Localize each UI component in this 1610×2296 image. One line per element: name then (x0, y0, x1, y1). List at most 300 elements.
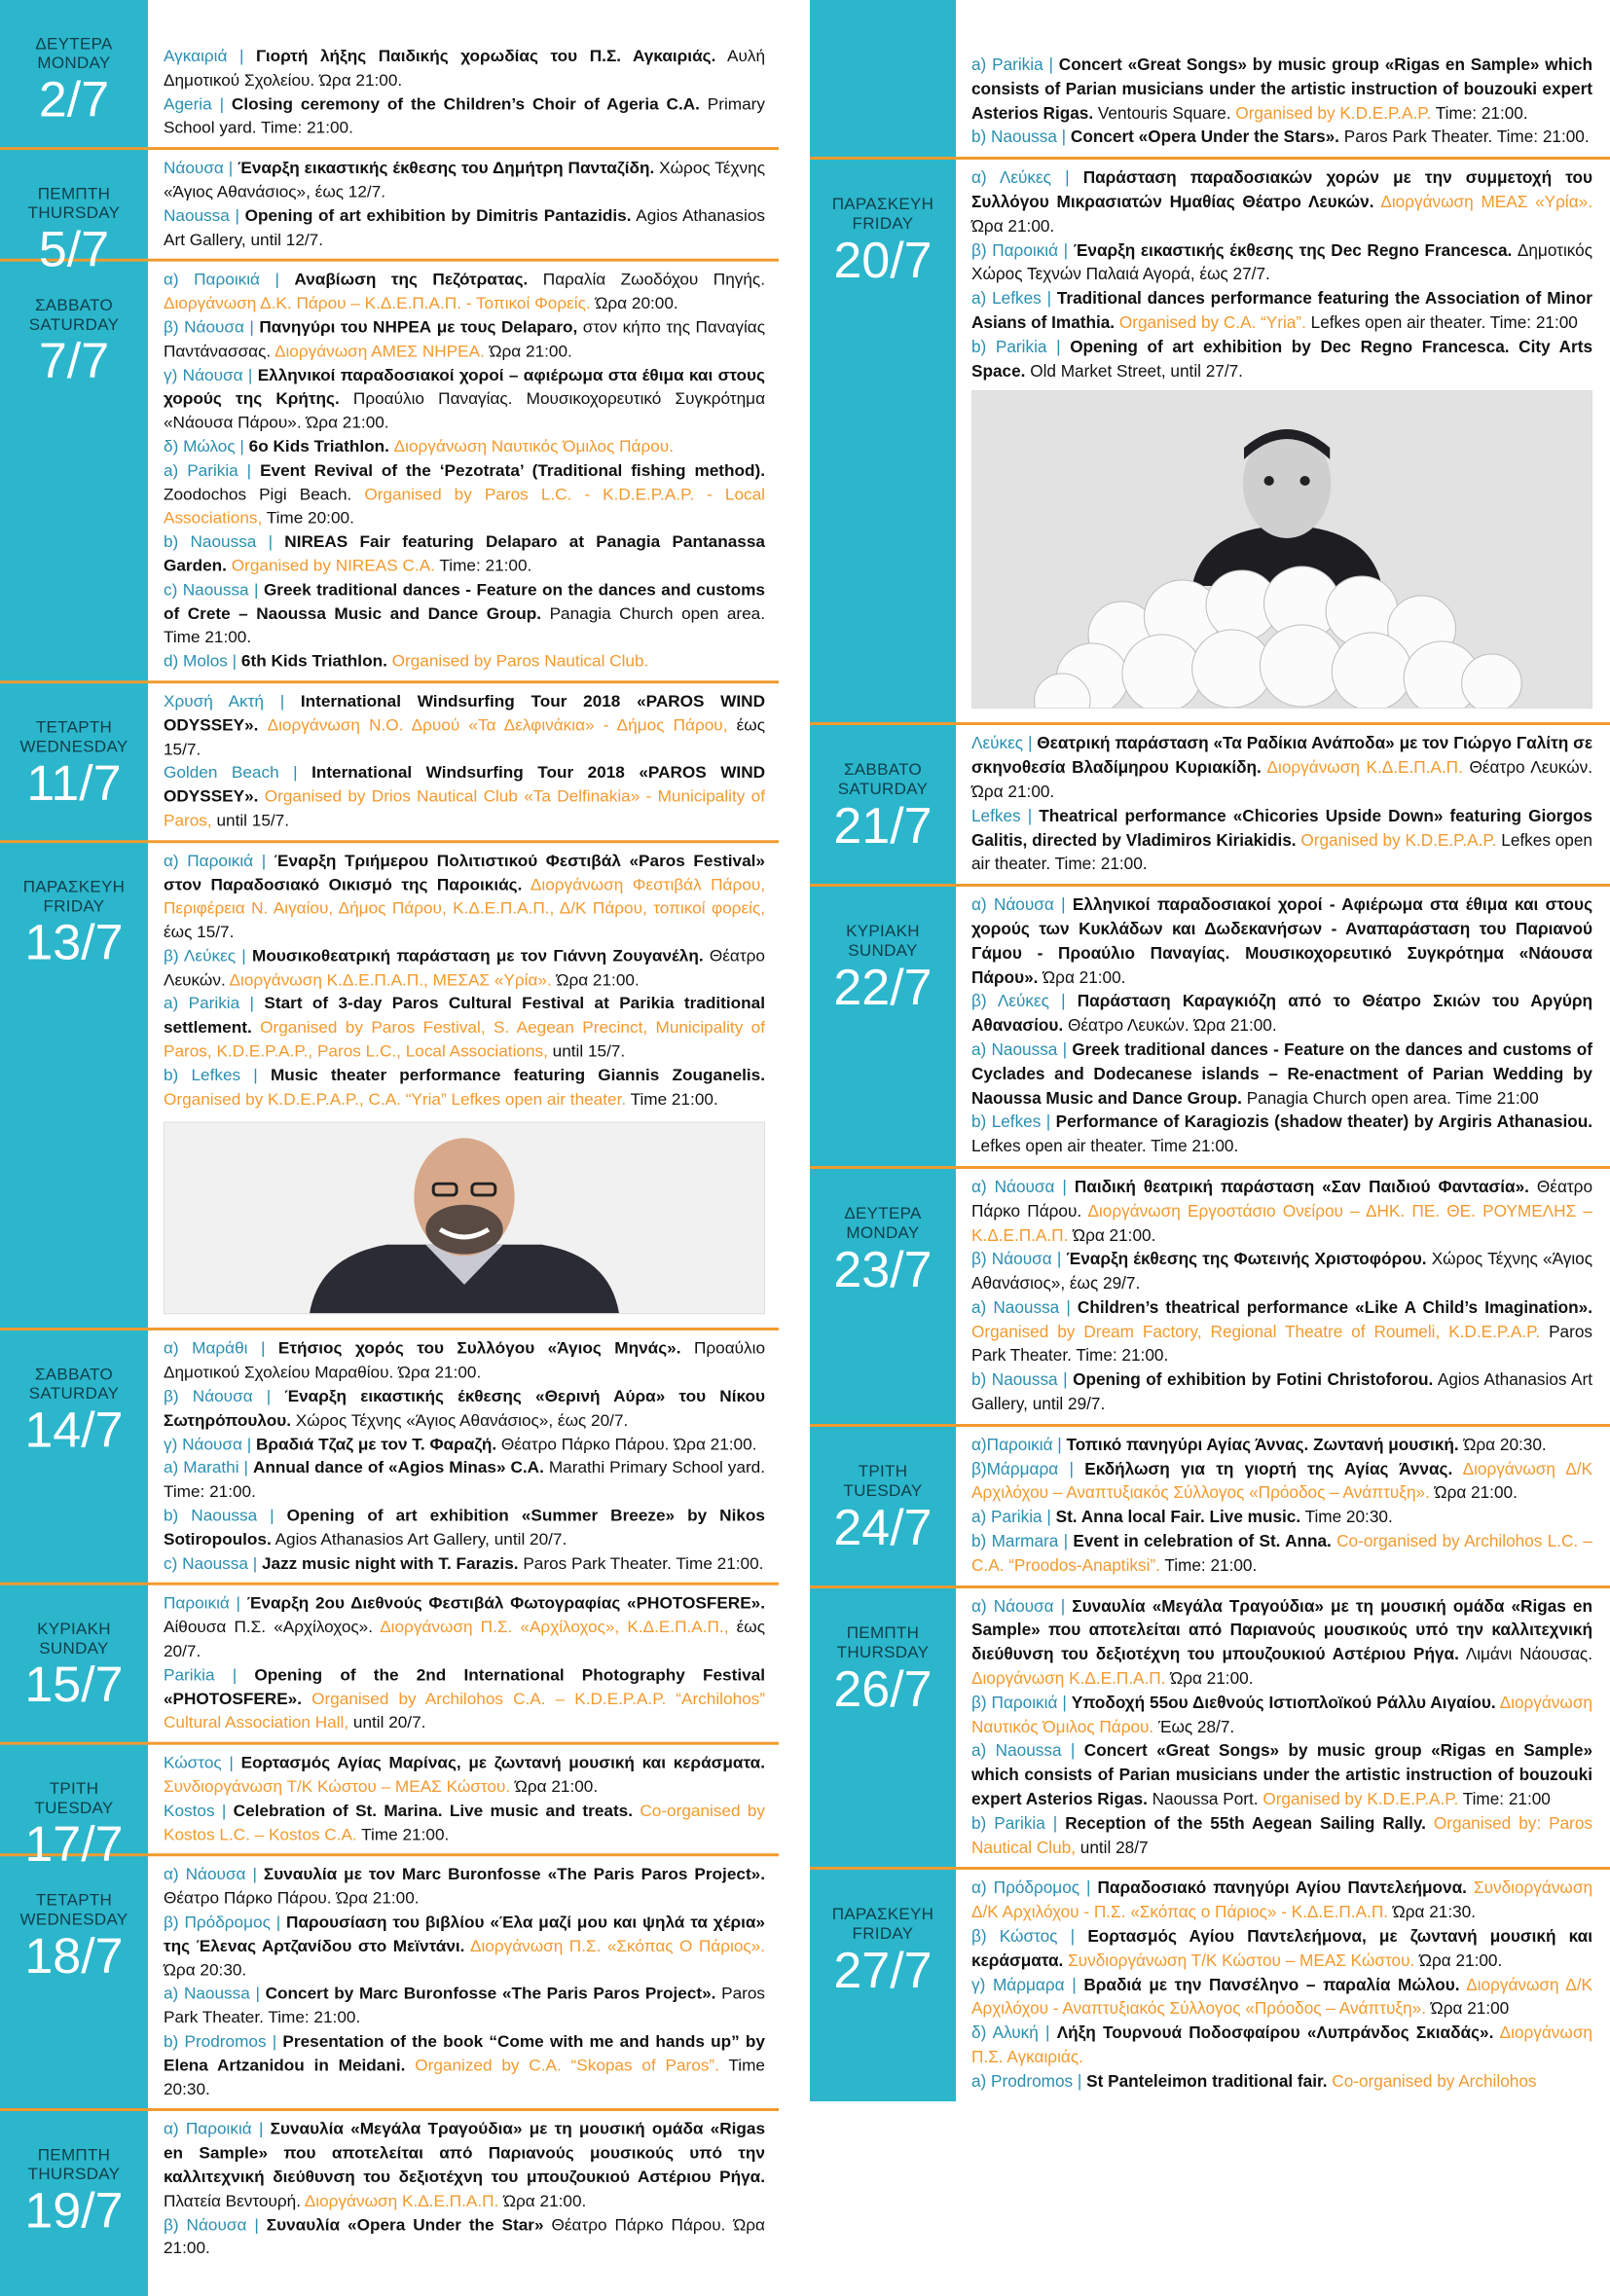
event-details: Old Market Street, until 27/7. (1025, 360, 1243, 381)
event-location: γ) Μάρμαρα (971, 1974, 1065, 1994)
event-location: Χρυσή Ακτή (164, 691, 264, 711)
event-time: έως 15/7. (164, 922, 235, 942)
day-name-greek: ΚΥΡΙΑΚΗ (846, 922, 920, 941)
event-title: Theatrical performance «Chicories Upside Down» featuring Giorgos Galitis, directed by Vladimiros Kiriakidis. (971, 805, 1592, 850)
day-date: 13/7 (24, 914, 124, 971)
event-location: β) Πρόδρομος (164, 1912, 271, 1932)
event-title: Concert «Great Songs» by music group «Rigas en Sample» which consists of Parian musicians under the artistic instruction of bouzouki expert Asterios Rigas. (971, 55, 1593, 123)
separator: | (1064, 1974, 1084, 1994)
event-line (164, 2117, 765, 2212)
event-details (405, 2055, 415, 2074)
event-title: Μουσικοθεατρική παράσταση με τον Γιάννη Ζουγανέλη. (252, 945, 704, 966)
event-title: Event Revival of the ‘Pezotrata’ (Traditional fishing method). (260, 459, 766, 480)
event-text (971, 47, 1592, 157)
event-title: 6ο Kids Triathlon. (248, 436, 389, 456)
event-time: Ώρα 21:00. (498, 2190, 587, 2210)
day-date: 19/7 (24, 2183, 124, 2240)
event-title: International Windsurfing Tour 2018 «PAROS WIND ODYSSEY». (164, 762, 766, 806)
separator: | (221, 1752, 241, 1772)
day-entry (0, 1857, 779, 2112)
separator: | (214, 1664, 255, 1685)
day-label (0, 35, 148, 128)
event-line (164, 1751, 765, 1799)
event-text (164, 2111, 765, 2268)
event-details: Χώρος Τέχνης «Άγιος Αθανάσιος», έως 20/7. (291, 1409, 629, 1430)
event-location: a) Naoussa (971, 1740, 1062, 1761)
event-location: b) Lefkes (971, 1112, 1042, 1132)
event-organiser: Διοργάνωση Π.Σ. «Σκόπας Ο Πάριος». (469, 1936, 766, 1955)
event-location: a) Parikia (164, 993, 240, 1013)
event-location: α) Πρόδρομος (971, 1877, 1080, 1898)
event-location: b) Parikia (971, 1812, 1045, 1833)
day-date: 20/7 (833, 233, 933, 290)
event-title: Υποδοχή 55ου Διεθνούς Ιστιοπλοϊκού Ράλλυ Αιγαίου. (1071, 1692, 1496, 1712)
event-time: Time: 21:00. (1159, 1554, 1258, 1575)
day-entry (0, 262, 779, 683)
separator: | (1057, 1369, 1074, 1390)
event-location: γ) Νάουσα (164, 364, 243, 384)
day-name-greek: ΚΥΡΙΑΚΗ (37, 1620, 111, 1639)
event-organiser: Διοργάνωση Κ.Δ.Ε.Π.Α.Π. (304, 2190, 499, 2210)
event-line (164, 1982, 765, 2029)
event-location: β) Νάουσα (971, 1249, 1052, 1269)
event-line (971, 1110, 1592, 1158)
separator: | (253, 850, 274, 870)
event-title: Συναυλία «Μεγάλα Τραγούδια» με τη μουσική ομάδα «Rigas en Sample» που αποτελείται από Παριανούς μουσικούς υπό την καλλιτεχνική διεύθυνση του δεξιοτέχνη του μπουζουκιού Αστέριου Ρήγα. (164, 2119, 766, 2186)
separator: | (1057, 1692, 1072, 1712)
event-organiser: Συνδιοργάνωση Τ/Κ Κώστου – ΜΕΑΣ Κώστου. (164, 1776, 511, 1797)
event-line (164, 1336, 765, 1384)
separator: | (1053, 894, 1073, 915)
event-location: b) Naoussa (164, 1505, 258, 1525)
event-line (971, 335, 1592, 383)
left-column (0, 0, 779, 2296)
event-location: α) Νάουσα (971, 1176, 1055, 1196)
day-name-greek: ΤΕΤΑΡΤΗ (35, 1891, 113, 1910)
day-entry (0, 0, 779, 150)
separator: | (1038, 2023, 1057, 2043)
event-line (164, 1863, 765, 1911)
day-label (810, 1462, 956, 1555)
event-line (164, 1663, 765, 1734)
event-line (164, 1063, 765, 1111)
event-line (971, 804, 1592, 876)
event-text (164, 843, 765, 1118)
separator: | (270, 1912, 287, 1932)
event-line (164, 1504, 765, 1551)
event-details: Θέατρο Πάρκο Πάρου. (971, 1176, 1593, 1221)
day-label (810, 195, 956, 288)
separator: | (1050, 167, 1083, 188)
event-organiser: Organised by K.D.E.P.A.P. (1300, 829, 1497, 850)
event-time: until 20/7. (348, 1712, 426, 1732)
day-label (810, 760, 956, 854)
event-time: Ώρα 21:00. (971, 215, 1055, 236)
day-name-greek: ΣΑΒΒΑΤΟ (843, 760, 922, 780)
event-location: b) Naoussa (971, 1369, 1058, 1390)
event-line (971, 165, 1592, 237)
separator: | (1056, 127, 1071, 147)
event-details: Θέατρο Πάρκο Πάρου. Ώρα 21:00. (164, 2214, 765, 2258)
separator: | (1054, 1176, 1075, 1196)
event-time: Έως 28/7. (1153, 1716, 1235, 1736)
event-title: Έναρξη 2ου Διεθνούς Φεστιβάλ Φωτογραφίας «PHOTOSFERE». (246, 1593, 766, 1613)
event-line (164, 156, 765, 203)
event-details: Paros Park Theater. Time 21:00. (518, 1552, 764, 1573)
event-line (164, 1456, 765, 1504)
event-location: Golden Beach (164, 762, 279, 783)
day-entry (810, 1169, 1610, 1427)
day-name-english: TUESDAY (34, 1799, 114, 1817)
event-organiser: Co-organised by Archilohos L.C. – C.A. “Proodos-Anaptiksi”. (971, 1531, 1592, 1575)
event-organiser: Συνδιοργάνωση Τ/Κ Κώστου – ΜΕΑΣ Κώστου. (1068, 1950, 1415, 1970)
event-time: Ώρα 21:00. (551, 969, 640, 990)
day-date: 2/7 (38, 72, 110, 128)
day-entry (0, 2111, 779, 2268)
event-title: Εορτασμός Αγίας Μαρίνας, με ζωντανή μουσική και κεράσματα. (240, 1752, 766, 1772)
day-name-english: SATURDAY (837, 780, 929, 799)
event-organiser: Organised by K.D.E.P.A.P. (1262, 1789, 1459, 1809)
event-details: Ventouris Square. (1093, 102, 1236, 123)
separator: | (248, 579, 264, 600)
event-line (971, 238, 1592, 287)
day-name-english: FRIDAY (43, 896, 105, 915)
separator: | (223, 158, 238, 177)
day-date: 24/7 (833, 1499, 933, 1556)
event-title: Συναυλία με τον Marc Buronfosse «The Paris Paros Project». (263, 1864, 765, 1884)
separator: | (238, 1457, 253, 1477)
event-details: Θέατρο Πάρκο Πάρου. Ώρα 21:00. (496, 1434, 757, 1454)
day-entry (0, 843, 779, 1331)
event-title: Celebration of St. Marina. Live music and treats. (233, 1800, 634, 1820)
event-organiser: Organised by Paros Nautical Club. (391, 650, 649, 671)
event-location: Parikia (164, 1664, 215, 1685)
event-details: Naoussa Port. (1147, 1789, 1263, 1809)
event-location: a) Parikia (971, 55, 1043, 74)
right-column (810, 0, 1610, 2101)
event-time: until 15/7. (547, 1040, 626, 1061)
event-title: Performance of Karagiozis (shadow theater) by Argiris Athanasiou. (1055, 1112, 1593, 1132)
event-location: β) Λεύκες (164, 945, 237, 966)
separator: | (247, 1552, 262, 1573)
day-name-english: THURSDAY (27, 2165, 121, 2184)
event-location: β) Νάουσα (164, 2214, 247, 2234)
event-time: Ώρα 21:00. (510, 1776, 599, 1797)
event-line (971, 731, 1592, 803)
separator: | (1043, 55, 1059, 74)
separator: | (257, 1505, 287, 1525)
day-date: 18/7 (24, 1928, 124, 1986)
day-label (0, 1891, 148, 1984)
event-line (971, 1876, 1592, 1924)
separator: | (235, 436, 249, 456)
event-title: Εορτασμός Αγίου Παντελεήμονα, με ζωντανή μουσική και κεράσματα. (971, 1926, 1592, 1970)
event-line (164, 434, 765, 457)
event-title: St Panteleimon traditional fair. (1086, 2070, 1328, 2091)
portrait-photo-zouganelis (164, 1122, 765, 1315)
event-title: Γιορτή λήξης Παιδικής χορωδίας του Π.Σ. Αγκαιριάς. (256, 46, 716, 66)
separator: | (1073, 2070, 1087, 2091)
separator: | (1058, 1458, 1085, 1478)
event-line (971, 2069, 1592, 2094)
event-details: Zoodochos Pigi Beach. (164, 484, 365, 504)
separator: | (249, 1984, 266, 2003)
event-line (971, 1367, 1592, 1416)
event-details: Θέατρο Λευκών. (164, 945, 765, 990)
separator: | (1051, 1249, 1067, 1269)
day-name-greek: ΤΡΙΤΗ (49, 1779, 99, 1799)
event-title: Traditional dances performance featuring the Association of Minor Asians of Imathia. (971, 288, 1593, 332)
event-line (971, 1594, 1592, 1691)
event-line (164, 44, 765, 91)
separator: | (238, 459, 261, 480)
event-line (164, 2029, 765, 2100)
day-label (0, 2146, 148, 2239)
event-location: α) Νάουσα (971, 894, 1054, 915)
day-label (0, 877, 148, 969)
event-organiser: Organised by K.D.E.P.A.P., C.A. “Yria” Lefkes open air theater. (164, 1088, 627, 1109)
day-label (810, 1905, 956, 1998)
event-line (164, 944, 765, 992)
event-location: Παροικιά (164, 1593, 230, 1613)
separator: | (278, 762, 312, 783)
separator: | (243, 316, 260, 337)
event-time: Time: 21:00 (1458, 1789, 1551, 1809)
event-line (164, 577, 765, 648)
event-title: St. Anna local Fair. Live music. (1055, 1507, 1301, 1527)
day-name-english: THURSDAY (27, 203, 121, 223)
event-details: Χώρος Τέχνης «Άγιος Αθανάσιος», έως 12/7. (164, 158, 765, 201)
event-organiser: Διοργάνωση Ναυτικός Όμιλος Πάρου. (393, 436, 674, 456)
event-details: Time 20:30. (1300, 1507, 1393, 1527)
day-name-english: FRIDAY (852, 1924, 914, 1944)
event-line (971, 989, 1592, 1038)
event-title: Ετήσιος χορός του Συλλόγου «Άγιος Μηνάς». (277, 1338, 681, 1359)
event-time: Time 20:30. (164, 2055, 765, 2098)
event-location: a) Prodromos (971, 2070, 1074, 2091)
event-text (164, 150, 765, 259)
event-location: b) Marmara (971, 1531, 1059, 1551)
event-title: 6th Kids Triathlon. (240, 650, 387, 671)
event-title: Presentation of the book “Come with me and hands up” by Elena Artzanidou in Meidani. (164, 2030, 765, 2075)
event-location: β)Μάρμαρα (971, 1458, 1059, 1478)
event-time: Ώρα 21:00. (1429, 1482, 1518, 1503)
event-organiser: Organised by Paros L.C. - K.D.E.P.A.P. - Local Associations, (164, 484, 765, 528)
event-details: Θέατρο Πάρκο Πάρου. Ώρα 21:00. (164, 1888, 420, 1908)
event-line (164, 203, 765, 251)
event-details (1452, 1459, 1462, 1478)
event-location: Lefkes (971, 805, 1021, 825)
portrait-photo-galitis (971, 390, 1592, 709)
event-title: Έναρξη έκθεσης της Φωτεινής Χριστοφόρου. (1066, 1249, 1427, 1269)
event-location: a) Naoussa (971, 1039, 1058, 1059)
event-line (971, 1924, 1592, 1973)
event-line (971, 893, 1592, 989)
event-time: Ώρα 21:00. (1414, 1950, 1503, 1970)
day-name-english: TUESDAY (843, 1480, 923, 1500)
day-name-english: WEDNESDAY (19, 737, 128, 756)
event-time: έως 20/7. (164, 1617, 765, 1660)
event-location: b) Lefkes (164, 1065, 241, 1085)
event-title: Εκδήλωση για τη γιορτή της Αγίας Άννας. (1084, 1458, 1453, 1478)
event-location: α) Παροικιά (164, 269, 260, 289)
day-date: 11/7 (26, 755, 122, 812)
event-location: Αγκαιριά (164, 46, 228, 66)
separator: | (1023, 733, 1038, 753)
separator: | (247, 1338, 278, 1359)
event-time: until 28/7 (1076, 1837, 1149, 1857)
day-date: 22/7 (833, 960, 933, 1017)
event-title: Ελληνικοί παραδοσιακοί χοροί - Αφιέρωμα στα έθιμα και στους χορούς των Κυκλάδων και Δωδεκανήσων - Αναπαράσταση του Παριανού Γάμου - Προαύλιο Παναγίας. Μουσικοχορευτικό Συγκρότημα «Νάουσα Πάρου». (971, 894, 1593, 987)
event-location: Kostos (164, 1800, 215, 1820)
event-location: c) Naoussa (164, 579, 249, 600)
separator: | (1041, 1112, 1056, 1132)
day-name-greek: ΠΕΜΠΤΗ (846, 1622, 920, 1642)
event-title: Jazz music night with T. Farazis. (261, 1552, 519, 1573)
event-details: Δημοτικός Χώρος Τεχνών Παλαιά Αγορά, έως 27/7. (971, 239, 1592, 284)
separator: | (214, 1800, 234, 1820)
event-organiser: Διοργάνωση Κ.Δ.Ε.Π.Α.Π. (1266, 757, 1463, 778)
event-title: Reception of the 55th Aegean Sailing Rally. (1065, 1812, 1426, 1833)
day-entry (810, 0, 1610, 160)
event-line (164, 2212, 765, 2260)
day-entry (0, 683, 779, 843)
event-details: Agios Athanasios Art Gallery, until 20/7. (271, 1529, 567, 1549)
day-label (810, 922, 956, 1015)
event-title: Έναρξη εικαστικής έκθεσης της Dec Regno Francesca. (1073, 239, 1513, 260)
event-title: Annual dance of «Agios Minas» C.A. (252, 1457, 544, 1477)
event-details (1426, 1813, 1434, 1833)
event-time: until 15/7. (211, 810, 289, 830)
event-location: b) Prodromos (164, 2030, 267, 2051)
event-details: Προαύλιο Δημοτικού Σχολείου Μαραθίου. Ώρα 21:00. (164, 1338, 766, 1382)
event-title: Closing ceremony of the Children’s Choir of Ageria C.A. (231, 93, 700, 114)
event-location: δ) Μώλος (164, 436, 236, 456)
event-organiser: Διοργάνωση ΜΕΑΣ «Υρία». (1380, 191, 1593, 211)
event-location: α) Λεύκες (971, 167, 1051, 188)
event-title: NIREAS Fair featuring Delaparo at Panagia Pantanassa Garden. (164, 531, 765, 575)
event-time: Paros Park Theater. Time: 21:00. (971, 1321, 1592, 1366)
event-location: β) Λεύκες (971, 991, 1049, 1011)
separator: | (241, 1434, 256, 1454)
event-title: Παραδοσιακό πανηγύρι Αγίου Παντελεήμονα. (1097, 1877, 1467, 1898)
event-line (164, 1911, 765, 1982)
event-line (971, 1457, 1592, 1506)
day-name-greek: ΔΕΥΤΕΡΑ (844, 1203, 922, 1222)
event-details: Marathi Primary School yard. Time: 21:00. (164, 1457, 766, 1502)
separator: | (1048, 991, 1078, 1011)
event-line (971, 2021, 1592, 2069)
event-location: Ageria (164, 93, 212, 114)
event-text (971, 1588, 1592, 1868)
event-time: έως 15/7. (164, 714, 766, 758)
day-name-english: SUNDAY (848, 941, 918, 961)
day-label (0, 718, 148, 811)
separator: | (246, 2214, 267, 2234)
day-date: 26/7 (833, 1660, 933, 1718)
event-line (971, 1038, 1592, 1110)
separator: | (1044, 1812, 1066, 1833)
event-line (164, 529, 765, 577)
separator: | (266, 2030, 283, 2051)
separator: | (1061, 1740, 1084, 1761)
day-name-greek: ΠΕΜΠΤΗ (37, 184, 111, 203)
event-line (971, 1738, 1592, 1810)
event-line (971, 1973, 1592, 2022)
event-time: Lefkes open air theater. Time: 21:00 (1305, 311, 1578, 332)
event-details (522, 874, 531, 893)
event-organiser: Διοργάνωση Π.Σ. «Αρχίλοχος», Κ.Δ.Ε.Π.Α.Π., (380, 1617, 729, 1637)
day-entry (0, 150, 779, 278)
event-time: Time 21:00. (626, 1088, 718, 1109)
day-name-english: THURSDAY (836, 1642, 930, 1661)
event-title: Παράσταση Καραγκιόζη από το Θέατρο Σκιών του Αργύρη Αθανασίου. (971, 991, 1593, 1036)
event-line (164, 1384, 765, 1432)
event-details: στον κήπο της Παναγίας Παντάνασσας. (164, 316, 765, 361)
event-text (164, 39, 765, 148)
event-line (164, 849, 765, 944)
event-organiser: Διοργάνωση Ν.Ο. Δρυού «Τα Δελφινάκια» - Δήμος Πάρου, (267, 714, 728, 735)
separator: | (251, 2119, 271, 2139)
day-name-english: WEDNESDAY (19, 1910, 128, 1929)
event-text (971, 1427, 1592, 1585)
event-details: Panagia Church open area. Time 21:00 (1241, 1087, 1539, 1108)
separator: | (229, 1593, 247, 1613)
separator: | (1046, 336, 1071, 356)
separator: | (263, 691, 301, 711)
event-title: Θεατρική παράσταση «Τα Ραδίκια Ανάποδα» με τον Γιώργο Γαλίτη σε σκηνοθεσία Βλαδίμηρου Κυριακίδη. (971, 733, 1593, 778)
event-details: Χώρος Τέχνης «Άγιος Αθανάσιος», έως 29/7. (971, 1249, 1592, 1294)
day-date: 5/7 (38, 222, 110, 278)
event-title: Opening of art exhibition by Dimitris Pantazidis. (244, 205, 632, 225)
event-line (164, 689, 765, 760)
event-line (164, 1551, 765, 1575)
day-name-greek: ΠΑΡΑΣΚΕΥΗ (22, 877, 126, 896)
event-organiser: Διοργάνωση Κ.Δ.Ε.Π.Α.Π., ΜΕΣΑΣ «Υρία». (229, 969, 552, 990)
event-location: β) Παροικιά (971, 239, 1059, 260)
event-location: a) Naoussa (971, 1296, 1060, 1317)
event-title: Βραδιά Τζαζ με τον Τ. Φαραζή. (255, 1434, 497, 1454)
event-title: Opening of the 2nd International Photography Festival «PHOTOSFERE». (164, 1664, 766, 1708)
day-name-greek: ΠΕΜΠΤΗ (37, 2145, 111, 2165)
event-text (971, 1169, 1592, 1424)
right-entries (810, 0, 1610, 2101)
separator: | (1042, 1507, 1056, 1527)
event-title: Opening of art exhibition by Dec Regno Francesca. City Arts Space. (971, 336, 1593, 381)
separator: | (211, 93, 232, 114)
separator: | (242, 364, 258, 384)
event-organiser: Organised by: Paros Nautical Club, (971, 1812, 1593, 1857)
event-title: Λήξη Τουρνουά Ποδοσφαίρου «Λυπράνδος Σκιαδάς». (1056, 2023, 1494, 2043)
separator: | (236, 945, 253, 966)
day-date: 7/7 (38, 334, 110, 390)
event-time: Time 20:00. (262, 507, 354, 528)
event-title: Παιδική θεατρική παράσταση «Σαν Παιδιού Φαντασία». (1074, 1176, 1529, 1196)
separator: | (229, 205, 245, 225)
event-line (971, 53, 1592, 125)
event-organiser: Organised by Archilohos C.A. – K.D.E.P.A.P. “Archilohos” Cultural Association Hall, (164, 1689, 765, 1732)
event-organiser: Διοργάνωση Ναυτικός Όμιλος Πάρου. (971, 1692, 1592, 1736)
event-organiser: Organised by Paros Festival, S. Aegean Precinct, Municipality of Paros, K.D.E.P.A.P., Paros L.C., Local Associations, (164, 1017, 765, 1061)
event-location: α) Νάουσα (164, 1864, 246, 1884)
event-details: Λιμάνι Νάουσας. (1458, 1644, 1592, 1664)
day-date: 17/7 (24, 1816, 124, 1874)
event-line (971, 1691, 1592, 1739)
day-name-greek: ΠΑΡΑΣΚΕΥΗ (831, 195, 934, 214)
event-organiser: Organized by C.A. “Skopas of Paros”. (415, 2055, 719, 2075)
day-name-english: FRIDAY (852, 214, 914, 234)
event-organiser: Διοργάνωση Κ.Δ.Ε.Π.Α.Π. (971, 1668, 1166, 1689)
